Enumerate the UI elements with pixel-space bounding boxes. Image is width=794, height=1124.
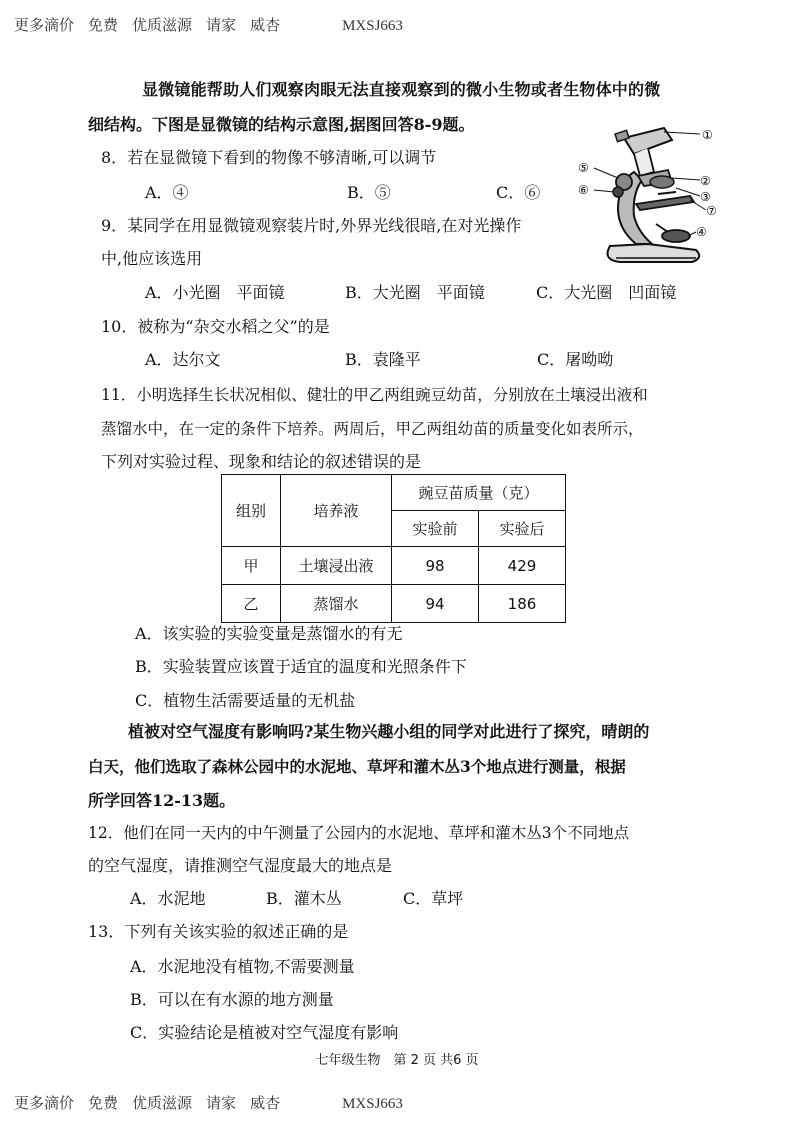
- header-item: 更多滴价: [14, 16, 75, 34]
- microscope-label-1: ①: [702, 128, 713, 142]
- microscope-diagram: [572, 120, 724, 270]
- table-header-group: 组别: [222, 475, 281, 547]
- table-cell-after: 186: [479, 585, 566, 623]
- header-item: 请家: [206, 1094, 237, 1112]
- microscope-label-7: ⑦: [706, 204, 717, 218]
- page-footer: 七年级生物 第 2 页 共6 页: [315, 1053, 479, 1068]
- header-item: 优质滋源: [132, 16, 193, 34]
- intro-12-13-line2: 白天，他们选取了森林公园中的水泥地、草坪和灌木丛3个地点进行测量，根据: [88, 757, 626, 776]
- q12-option-a: A．水泥地: [130, 889, 206, 908]
- table-cell-after: 429: [479, 547, 566, 585]
- q12-option-b: B．灌木丛: [266, 889, 342, 908]
- header-item: 威杏: [250, 1094, 281, 1112]
- microscope-label-6: ⑥: [578, 183, 589, 197]
- q11-option-b: B．实验装置应该置于适宜的温度和光照条件下: [135, 657, 467, 676]
- table-cell-group: 乙: [222, 585, 281, 623]
- table-header-before: 实验前: [392, 511, 479, 547]
- q9-stem-line2: 中,他应该选用: [101, 249, 203, 268]
- q10-stem: 10．被称为“杂交水稻之父”的是: [101, 317, 330, 336]
- q8-option-b: B．⑤: [347, 183, 391, 202]
- q10-option-a: A．达尔文: [145, 350, 221, 369]
- intro-12-13-line1: 植被对空气湿度有影响吗?某生物兴趣小组的同学对此进行了探究，晴朗的: [128, 722, 650, 741]
- table-header-mass: 豌豆苗质量（克）: [392, 475, 566, 511]
- q11-stem-line1: 11．小明选择生长状况相似、健壮的甲乙两组豌豆幼苗，分别放在土壤浸出液和: [101, 386, 648, 404]
- table-row: [222, 585, 566, 623]
- q8-option-c: C．⑥: [496, 183, 541, 202]
- q13-option-c: C．实验结论是植被对空气湿度有影响: [130, 1023, 399, 1042]
- header-code: MXSJ663: [342, 18, 403, 34]
- q9-option-a: A．小光圈 平面镜: [145, 283, 285, 302]
- q11-option-a: A．该实验的实验变量是蒸馏水的有无: [135, 624, 403, 643]
- table-header-solution: 培养液: [281, 475, 392, 547]
- table-cell-solution: 蒸馏水: [281, 585, 392, 623]
- header-code: MXSJ663: [342, 1096, 403, 1112]
- q12-stem-line2: 的空气湿度，请推测空气湿度最大的地点是: [88, 856, 393, 875]
- q9-stem-line1: 9．某同学在用显微镜观察装片时,外界光线很暗,在对光操作: [101, 216, 522, 235]
- q13-option-b: B．可以在有水源的地方测量: [130, 990, 334, 1009]
- top-watermark-header: [14, 14, 417, 35]
- microscope-label-3: ③: [700, 190, 711, 204]
- intro-8-9-line1: 显微镜能帮助人们观察肉眼无法直接观察到的微小生物或者生物体中的微: [142, 80, 661, 99]
- q12-option-c: C．草坪: [403, 889, 464, 908]
- header-item: 免费: [88, 1094, 119, 1112]
- q8-option-a: A．④: [145, 183, 189, 202]
- intro-8-9-line2: 细结构。下图是显微镜的结构示意图,据图回答8-9题。: [88, 115, 475, 134]
- q10-option-b: B．袁隆平: [345, 350, 421, 369]
- q11-stem-line2: 蒸馏水中，在一定的条件下培养。两周后，甲乙两组幼苗的质量变化如表所示，: [101, 420, 644, 438]
- table-cell-before: 94: [392, 585, 479, 623]
- header-item: 优质滋源: [132, 1094, 193, 1112]
- table-row: [222, 547, 566, 585]
- header-item: 请家: [206, 16, 237, 34]
- microscope-label-4: ④: [696, 225, 707, 239]
- microscope-label-2: ②: [700, 174, 711, 188]
- header-item: 威杏: [250, 16, 281, 34]
- microscope-label-5: ⑤: [578, 161, 589, 175]
- header-item: 免费: [88, 16, 119, 34]
- header-item: 更多滴价: [14, 1094, 75, 1112]
- bottom-watermark-header: [14, 1092, 417, 1113]
- q8-stem: 8．若在显微镜下看到的物像不够清晰,可以调节: [101, 148, 437, 167]
- q10-option-c: C．屠呦呦: [537, 350, 614, 369]
- q12-stem-line1: 12．他们在同一天内的中午测量了公园内的水泥地、草坪和灌木丛3个不同地点: [88, 824, 630, 842]
- q9-option-b: B．大光圈 平面镜: [345, 283, 485, 302]
- q9-option-c: C．大光圈 凹面镜: [536, 283, 677, 302]
- q11-stem-line3: 下列对实验过程、现象和结论的叙述错误的是: [101, 452, 422, 471]
- table-cell-before: 98: [392, 547, 479, 585]
- q11-option-c: C．植物生活需要适量的无机盐: [135, 691, 356, 710]
- table-cell-group: 甲: [222, 547, 281, 585]
- q13-stem: 13．下列有关该实验的叙述正确的是: [88, 922, 349, 941]
- q13-option-a: A．水泥地没有植物,不需要测量: [130, 957, 355, 976]
- table-header-after: 实验后: [479, 511, 566, 547]
- q11-data-table: [221, 474, 566, 623]
- intro-12-13-line3: 所学回答12-13题。: [88, 791, 236, 810]
- table-cell-solution: 土壤浸出液: [281, 547, 392, 585]
